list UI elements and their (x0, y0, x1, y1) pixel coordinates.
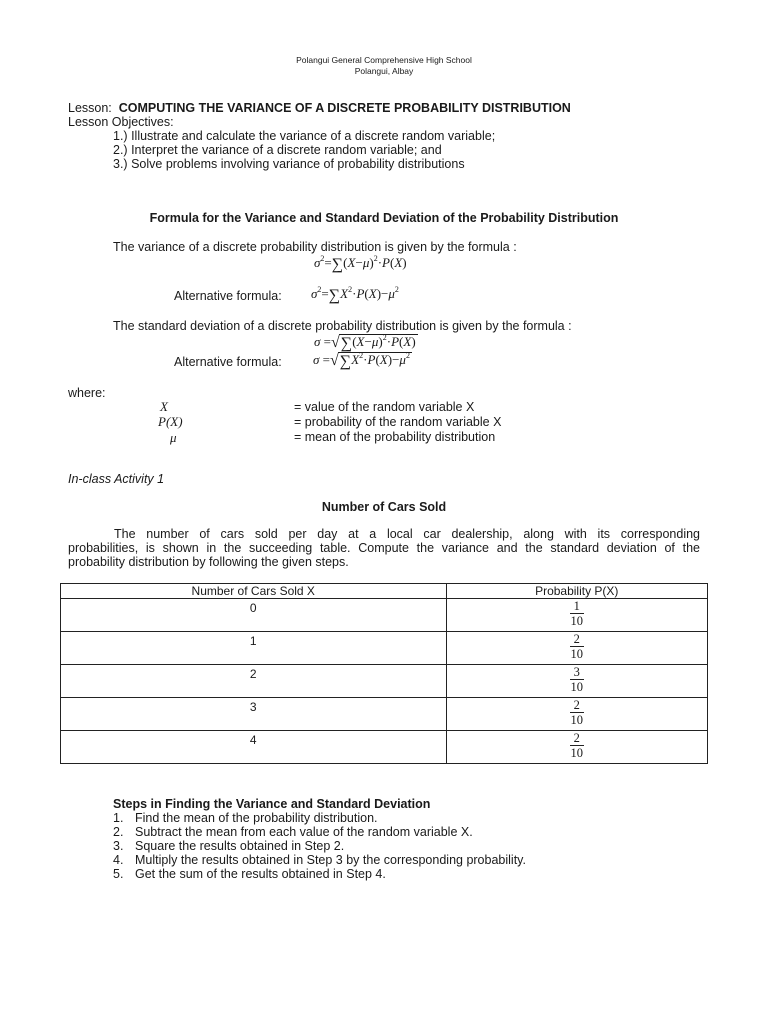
step-item: 2. Subtract the mean from each value of the random variable X. (113, 825, 473, 839)
symbol-px-desc: = probability of the random variable X (294, 415, 502, 429)
cell-prob: $\frac{3}{10}$ (446, 665, 708, 698)
step-item: 1. Find the mean of the probability distribution. (113, 811, 378, 825)
table-row (61, 698, 708, 731)
table-row (61, 731, 708, 764)
school-name: Polangui General Comprehensive High School (296, 55, 472, 65)
table-row (61, 632, 708, 665)
formula-heading: Formula for the Variance and Standard Deviation of the Probability Distribution (149, 211, 619, 225)
objectives-label: Lesson Objectives: (68, 115, 174, 129)
steps-heading: Steps in Finding the Variance and Standard Deviation (113, 797, 431, 811)
cell-prob: $\frac{2}{10}$ (446, 698, 708, 731)
step-item: 3. Square the results obtained in Step 2. (113, 839, 345, 853)
objective-item: 1.) Illustrate and calculate the variance of a discrete random variable; (113, 129, 496, 143)
variance-formula: $\sigma^2=\sum(X-\mu)^2\cdot P(X)$ (314, 254, 407, 273)
cars-table (60, 583, 708, 764)
school-location: Polangui, Albay (354, 66, 414, 76)
symbol-x: X (160, 399, 168, 414)
alt-formula-label: Alternative formula: (174, 289, 282, 303)
cell-x: 1 (61, 632, 447, 665)
symbol-mu: μ (170, 430, 177, 445)
symbol-px: P(X) (158, 414, 183, 429)
cell-prob: $\frac{2}{10}$ (446, 632, 708, 665)
objective-item: 3.) Solve problems involving variance of probability distributions (113, 157, 465, 171)
activity-para-line2: probabilities, is shown in the succeeding table. Compute the variance and the standard deviation of the (68, 541, 700, 555)
col-header-prob: Probability P(X) (446, 584, 708, 599)
objective-item: 2.) Interpret the variance of a discrete random variable; and (113, 143, 442, 157)
lesson-label: Lesson: (68, 101, 112, 115)
sd-formula: $\sigma =√\sum(X-\mu)^2\cdot P(X)$ (314, 333, 416, 352)
sd-alt-formula: $\sigma =√\sum X^2\cdot P(X)-\mu^2$ (313, 351, 410, 370)
cell-x: 2 (61, 665, 447, 698)
cell-x: 0 (61, 599, 447, 632)
alt-formula-label-2: Alternative formula: (174, 355, 282, 369)
cell-prob: $\frac{1}{10}$ (446, 599, 708, 632)
activity-para-line3: probability distribution by following the given steps. (68, 555, 349, 569)
col-header-x: Number of Cars Sold X (61, 584, 447, 599)
cell-prob: $\frac{2}{10}$ (446, 731, 708, 764)
cell-x: 4 (61, 731, 447, 764)
variance-intro: The variance of a discrete probability distribution is given by the formula : (113, 240, 517, 254)
step-item: 4. Multiply the results obtained in Step 3 by the corresponding probability. (113, 853, 526, 867)
symbol-mu-desc: = mean of the probability distribution (294, 430, 496, 444)
table-row (61, 665, 708, 698)
activity-title: Number of Cars Sold (321, 500, 447, 514)
lesson-line (68, 101, 571, 115)
where-label: where: (68, 386, 106, 400)
lesson-title: COMPUTING THE VARIANCE OF A DISCRETE PROBABILITY DISTRIBUTION (118, 101, 571, 115)
activity-label: In-class Activity 1 (68, 472, 165, 486)
cell-x: 3 (61, 698, 447, 731)
table-row (61, 599, 708, 632)
symbol-x-desc: = value of the random variable X (294, 400, 475, 414)
activity-para-line1: The number of cars sold per day at a local car dealership, along with its corresponding (114, 527, 700, 541)
variance-alt-formula: $\sigma^2=\sum X^2\cdot P(X)-\mu^2$ (311, 285, 399, 304)
step-item: 5. Get the sum of the results obtained in Step 4. (113, 867, 386, 881)
sd-intro: The standard deviation of a discrete probability distribution is given by the formula : (113, 319, 572, 333)
table-header-row (61, 584, 708, 599)
